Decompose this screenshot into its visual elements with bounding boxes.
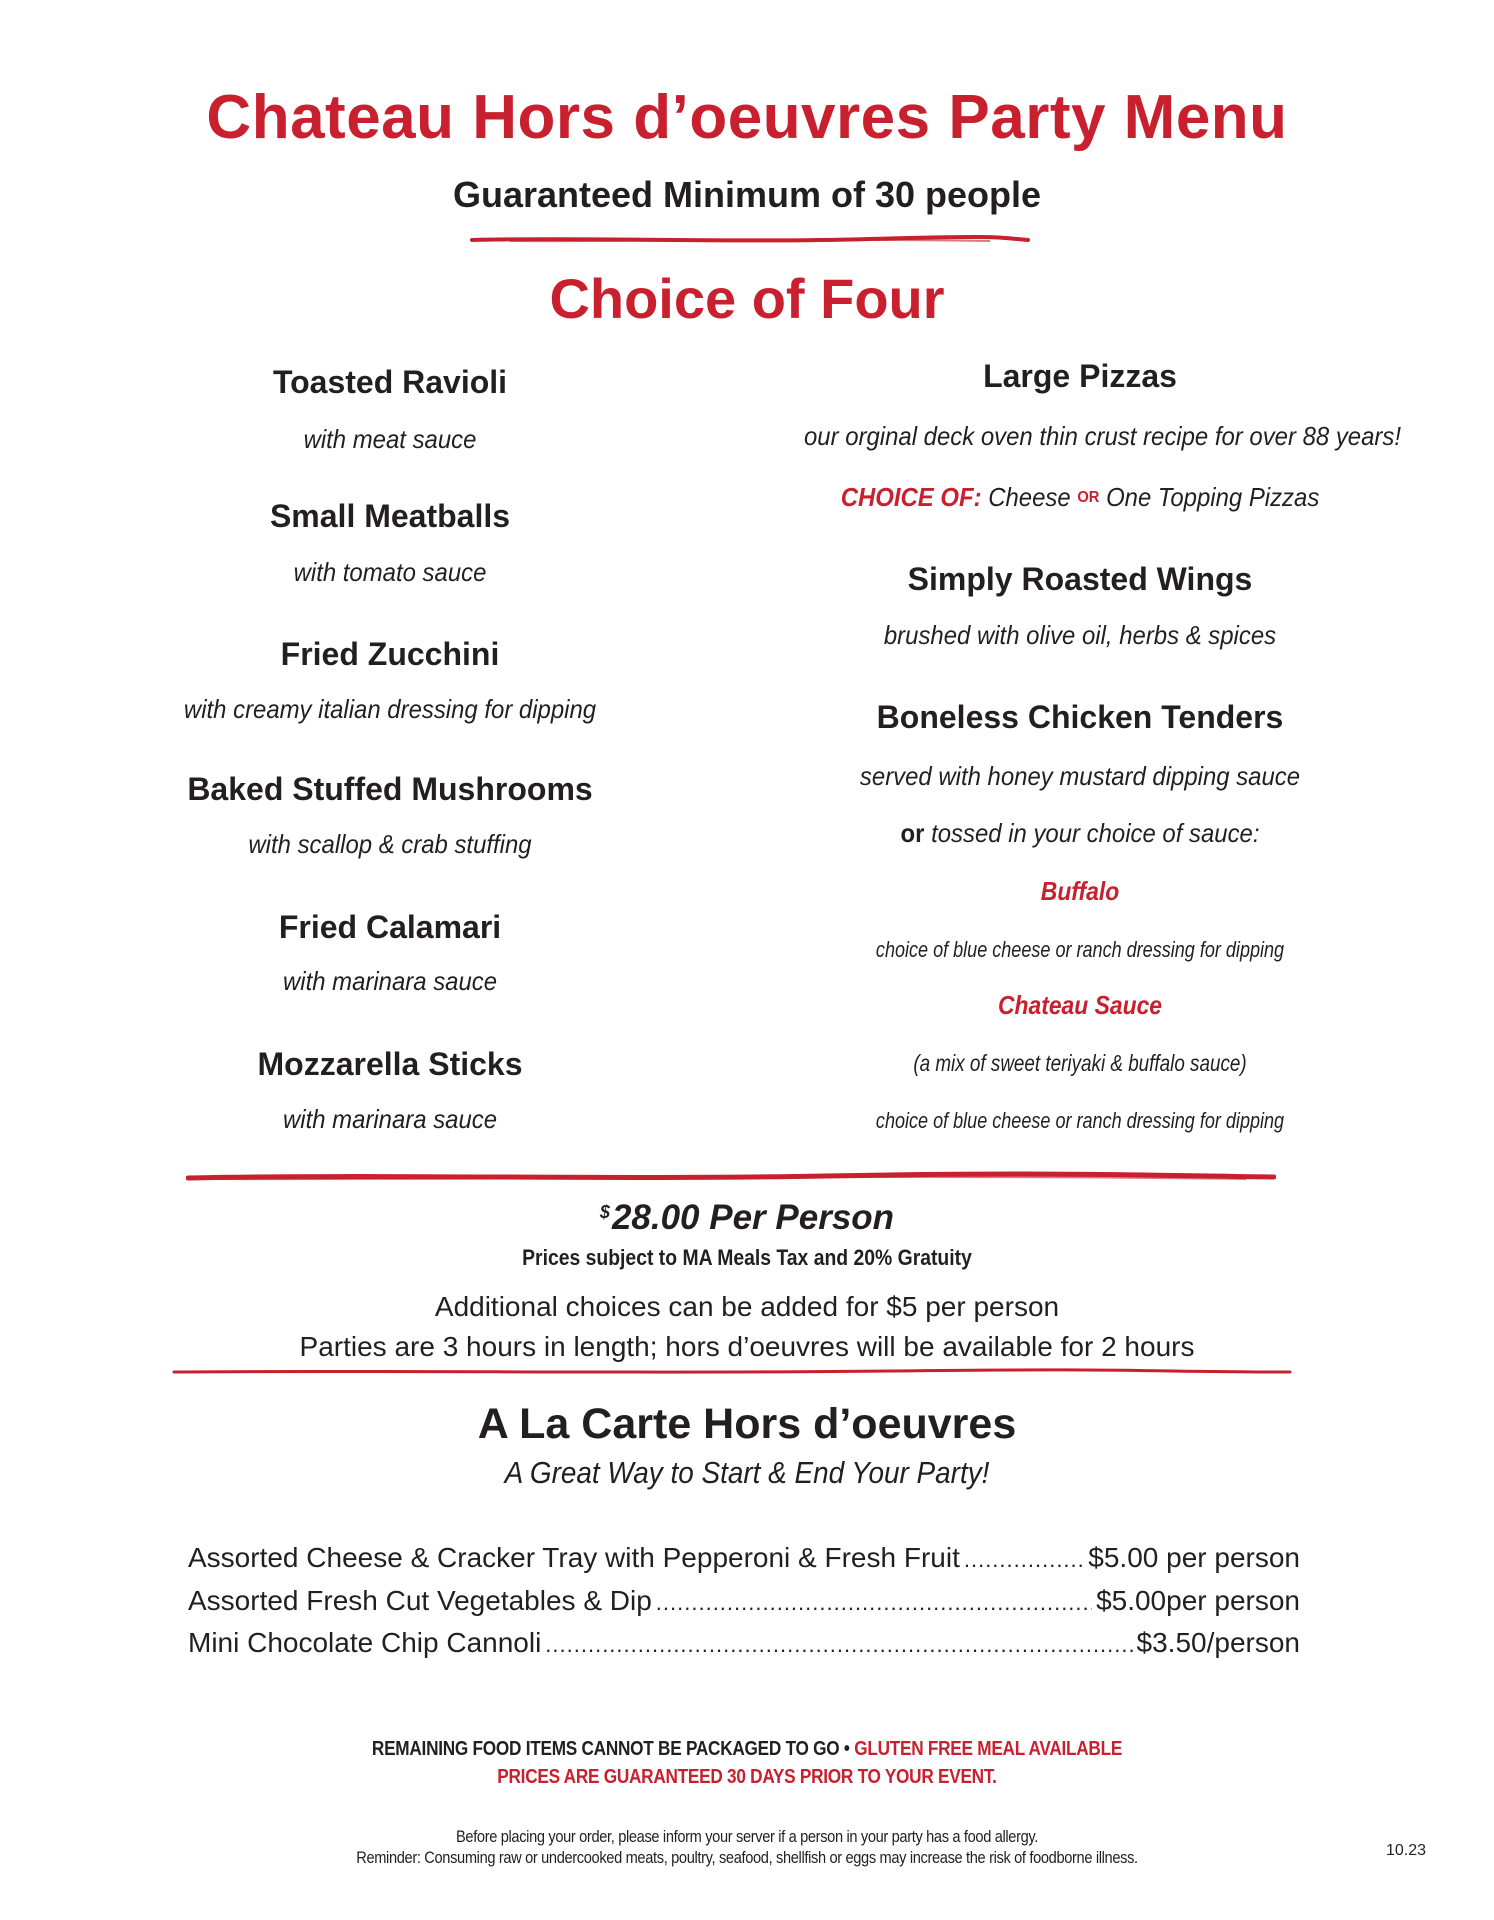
item-desc: brushed with olive oil, herbs & spices bbox=[883, 620, 1277, 650]
option-cheese: Cheese bbox=[988, 482, 1071, 512]
item-desc: with meat sauce bbox=[303, 424, 477, 454]
a-la-carte-item-price: $3.50/person bbox=[1136, 1627, 1300, 1658]
sauce-chateau: Chateau Sauce bbox=[997, 990, 1163, 1020]
sauce-buffalo: Buffalo bbox=[1040, 876, 1120, 906]
tenders-or-line bbox=[804, 818, 1356, 849]
a-la-carte-item-price: $5.00per person bbox=[1096, 1585, 1300, 1616]
item-name: Toasted Ravioli bbox=[272, 364, 508, 400]
sauce-desc: (a mix of sweet teriyaki & buffalo sauce) bbox=[913, 1050, 1247, 1076]
item-desc: our orginal deck oven thin crust recipe for over 88 years! bbox=[804, 421, 1401, 451]
version-number: 10.23 bbox=[1386, 1842, 1427, 1859]
a-la-carte-item bbox=[188, 1627, 1300, 1659]
or-word: or bbox=[900, 818, 925, 848]
or-text: tossed in your choice of sauce: bbox=[931, 818, 1260, 848]
item-name: Mozzarella Sticks bbox=[257, 1046, 523, 1082]
price-note: Prices subject to MA Meals Tax and 20% Gratuity bbox=[522, 1245, 972, 1270]
a-la-carte-item bbox=[188, 1542, 1300, 1574]
party-duration: Parties are 3 hours in length; hors d’oeuvres will be available for 2 hours bbox=[299, 1331, 1195, 1362]
a-la-carte-title: A La Carte Hors d’oeuvres bbox=[477, 1400, 1017, 1448]
a-la-carte-item-price: $5.00 per person bbox=[1088, 1542, 1300, 1573]
option-topping: One Topping Pizzas bbox=[1106, 482, 1320, 512]
price-guarantee: PRICES ARE GUARANTEED 30 DAYS PRIOR TO YOUR EVENT. bbox=[497, 1766, 997, 1788]
item-desc: with scallop & crab stuffing bbox=[248, 829, 532, 859]
item-desc: with marinara sauce bbox=[282, 966, 498, 996]
sauce-note: choice of blue cheese or ranch dressing for dipping bbox=[875, 1108, 1285, 1133]
allergy-notice: Before placing your order, please inform your server if a person in your party has a food allergy. bbox=[455, 1827, 1039, 1846]
item-name: Simply Roasted Wings bbox=[907, 561, 1253, 597]
dot-leader bbox=[964, 1547, 1084, 1573]
choice-heading: Choice of Four bbox=[549, 267, 945, 330]
packaging-notice: REMAINING FOOD ITEMS CANNOT BE PACKAGED TO GO • GLUTEN FREE MEAL AVAILABLE bbox=[371, 1738, 1123, 1760]
item-desc: with marinara sauce bbox=[282, 1104, 498, 1134]
item-desc: with creamy italian dressing for dipping bbox=[183, 694, 597, 724]
item-name: Baked Stuffed Mushrooms bbox=[187, 771, 593, 807]
currency-symbol: $ bbox=[599, 1202, 610, 1222]
item-name: Fried Calamari bbox=[278, 909, 502, 945]
or-label: OR bbox=[1077, 489, 1100, 506]
item-name: Boneless Chicken Tenders bbox=[876, 699, 1284, 735]
page-title: Chateau Hors d’oeuvres Party Menu bbox=[206, 83, 1288, 152]
item-name: Small Meatballs bbox=[269, 498, 511, 534]
additional-choices: Additional choices can be added for $5 per person bbox=[434, 1291, 1060, 1322]
left-column bbox=[140, 0, 640, 1200]
gluten-free-notice: GLUTEN FREE MEAL AVAILABLE bbox=[854, 1738, 1123, 1760]
item-desc: with tomato sauce bbox=[293, 557, 487, 587]
choice-label: CHOICE OF: bbox=[840, 482, 982, 512]
item-desc: served with honey mustard dipping sauce bbox=[859, 761, 1301, 791]
foodborne-reminder: Reminder: Consuming raw or undercooked meats, poultry, seafood, shellfish or eggs may increase the risk of foodborne illness. bbox=[356, 1848, 1138, 1867]
divider-middle bbox=[186, 1170, 1276, 1184]
item-name: Fried Zucchini bbox=[280, 636, 500, 672]
right-column bbox=[780, 0, 1401, 1200]
sauce-note: choice of blue cheese or ranch dressing for dipping bbox=[875, 937, 1285, 962]
page-subtitle: Guaranteed Minimum of 30 people bbox=[452, 174, 1042, 215]
pizza-choice-line bbox=[804, 482, 1356, 513]
a-la-carte-item bbox=[188, 1585, 1300, 1617]
a-la-carte-item-name: Assorted Cheese & Cracker Tray with Pepperoni & Fresh Fruit bbox=[188, 1542, 960, 1573]
dot-leader bbox=[545, 1632, 1132, 1658]
a-la-carte-subtitle: A Great Way to Start & End Your Party! bbox=[504, 1455, 990, 1490]
a-la-carte-item-name: Assorted Fresh Cut Vegetables & Dip bbox=[188, 1585, 652, 1616]
dot-leader bbox=[656, 1590, 1092, 1616]
a-la-carte-item-name: Mini Chocolate Chip Cannoli bbox=[188, 1627, 542, 1658]
price-per-person: $28.00 Per Person bbox=[599, 1198, 895, 1237]
divider-lower bbox=[172, 1367, 1292, 1377]
item-name: Large Pizzas bbox=[983, 358, 1177, 394]
